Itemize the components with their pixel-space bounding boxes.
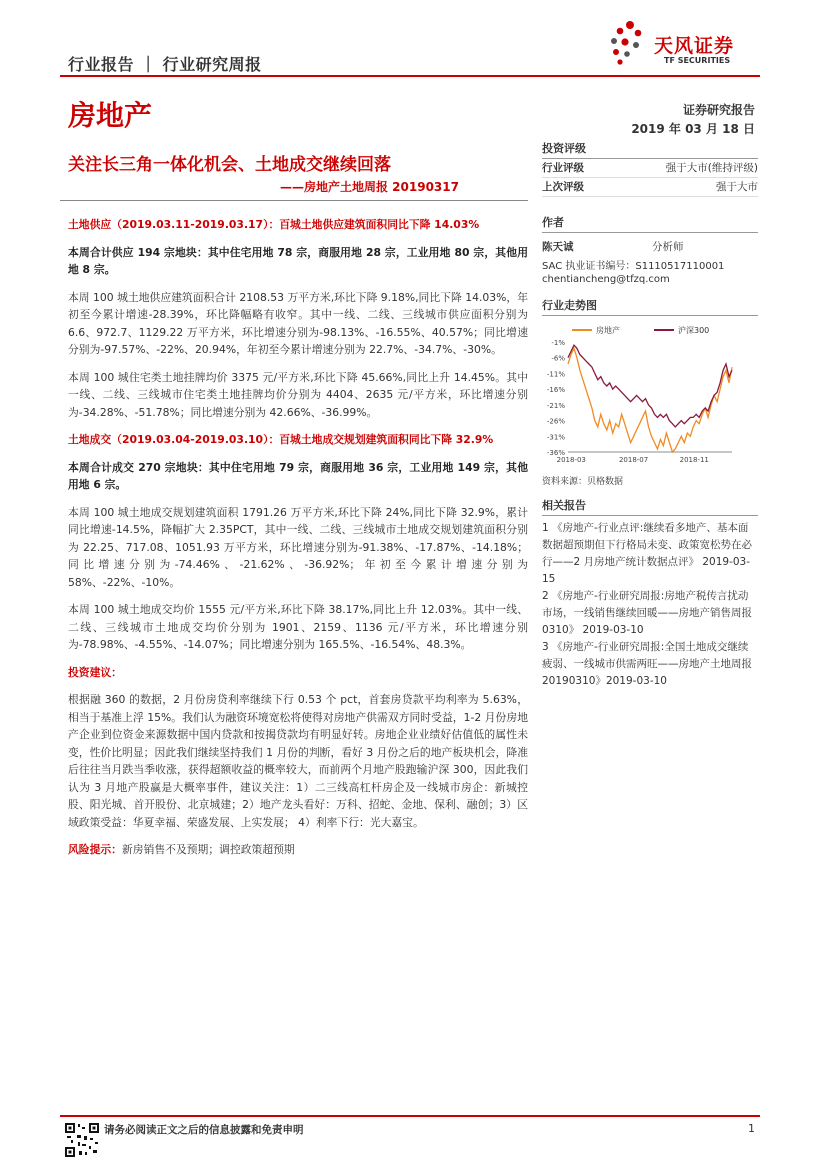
y-tick-label: -21% [546,401,565,410]
y-tick-label: -31% [546,433,565,442]
related-report-item[interactable]: 2 《房地产-行业研究周报:房地产税传言扰动市场，一线销售继续回暖——房地产销售周报 0310》 2019-03-10 [542,590,752,636]
rating-row-previous [542,178,758,197]
author-email[interactable]: chentiancheng@tfzq.com [542,274,670,285]
logo-text-en: TF SECURITIES [664,56,731,65]
transaction-price-paragraph: 本周 100 城土地成交均价 1555 元/平方米,环比下降 38.17%,同比上升 12.03%。其中一线、二线、三线城市土地成交均价分别为 1901、2159、1136 元/平方米，环比增速分别为-78.98%、-4.55%、-14.07%；同比增速分别为 165.5%、-16.54%、48.3%。 [68,603,528,651]
risk-paragraph [68,841,528,859]
report-type: 证券研究报告 [682,103,755,117]
related-panel [542,497,758,690]
y-tick-label: -26% [546,417,565,426]
related-heading: 相关报告 [542,497,758,516]
legend-label: 房地产 [596,326,620,335]
legend-label: 沪深300 [678,326,710,335]
report-category: 行业报告 ｜ 行业研究周报 [68,55,262,74]
supply-summary: 本周合计供应 194 宗地块：其中住宅用地 78 宗，商服用地 28 宗，工业用地 80 宗，其他用地 8 宗。 [68,245,528,276]
disclaimer-text: 请务必阅读正文之后的信息披露和免责申明 [104,1124,304,1136]
y-tick-label: -16% [546,386,565,395]
author-cert: SAC 执业证书编号：S1110517110001 [542,261,725,272]
risk-text: 新房销售不及预期；调控政策超预期 [121,843,295,856]
rating-panel [542,140,758,197]
footer-divider [60,1115,760,1117]
author-panel [542,214,758,285]
series-line-1 [568,348,732,452]
supply-price-paragraph: 本周 100 城住宅类土地挂牌均价 3375 元/平方米,环比下降 45.66%,同比上升 14.45%。其中一线、二线、三线城市住宅类土地挂牌均价分别为 4404、2635 元/平方米，环比增速分别为-34.28%、-51.78%；同比增速分别为 42.66%、-36.99%。 [68,370,528,419]
transaction-summary: 本周合计成交 270 宗地块：其中住宅用地 79 宗，商服用地 36 宗，工业用地 149 宗，其他用地 6 宗。 [68,460,528,491]
supply-area-paragraph: 本周 100 城土地供应建筑面积合计 2108.53 万平方米,环比下降 9.18%,同比下降 14.03%，年初至今累计增速-28.39%，环比降幅略有收窄。其中一线、二线、三线城市供应面积分别为 6.6、972.7、1129.22 万平方米，环比增速分别为-98.13%、-16.55%、40.57%；同比增速分别为-97.57%、-22%、20.94%，年初至今累计增速分别为 22.7%、-34.7%、-30%。 [68,290,528,356]
rating-value: 强于大市 [716,181,758,193]
trend-chart [542,320,758,470]
y-tick-label: -36% [546,449,565,457]
chart-source: 资料来源：贝格数据 [542,477,624,487]
related-report-item[interactable]: 3 《房地产-行业研究周报:全国土地成交继续疲弱、一线城市供需两旺——房地产土地周报 20190310》2019-03-10 [542,641,752,687]
x-tick-label: 2018-03 [556,456,586,464]
section-land-supply: 土地供应（2019.03.11-2019.03.17）：百城土地供应建筑面积同比下降 14.03% [68,218,480,231]
rating-key: 行业评级 [542,162,584,174]
section-land-transaction: 土地成交（2019.03.04-2019.03.10）：百城土地成交规划建筑面积同比下降 32.9% [68,433,494,446]
author-name: 陈天诚 [542,241,574,253]
main-body [68,216,528,869]
rating-value: 强于大市(维持评级) [665,162,758,174]
investment-advice-paragraph: 根据融 360 的数据，2 月份房贷利率继续下行 0.53 个 pct，首套房贷款平均利率为 5.63%，相当于基准上浮 15%。我们认为融资环境宽松将使得对房地产供需双方同时受益，1-2 月份房地产企业到位资金来源数据中国内贷款和按揭贷款均有明显好转。房地企业业绩好估值低的属性未变，性价比明显；因此我们继续坚持我们 1 月份的判断，看好 3 月份之后的地产板块机会，降准后往往当月跌当季收涨，获得超额收益的概率较大，而前两个月地产股跑输沪深 300，因此我们认为 3 月地产股赢是大概率事件，建议关注：1）二三线高杠杆房企及一线城市房企：新城控股、阳光城、首开股份、北京城建；2）地产龙头看好：万科、招蛇、金地、保利、融创；3）区域政策受益：华夏幸福、荣盛发展、上实发展； 4）利率下行：光大嘉宝。 [68,693,528,829]
title-divider [60,200,528,201]
author-role: 分析师 [652,241,684,253]
qr-code-icon [64,1122,100,1158]
rating-row-industry [542,159,758,178]
related-report-item[interactable]: 1 《房地产-行业点评:继续看多地产、基本面数据超预期但下行格局未变、政策宽松势在必行——2 月房地产统计数据点评》 2019-03-15 [542,522,752,585]
rating-key: 上次评级 [542,181,584,193]
section-investment-advice: 投资建议： [68,665,122,679]
y-tick-label: -6% [551,354,565,363]
report-series: ——房地产土地周报 20190317 [280,180,459,194]
y-tick-label: -11% [546,370,565,379]
rating-heading: 投资评级 [542,140,758,159]
logo-text: 天风证券 [654,35,735,57]
header-divider [60,75,760,77]
industry-title: 房地产 [68,99,153,132]
page-number: 1 [748,1122,755,1135]
risk-label: 风险提示： [68,843,122,856]
tf-logo-icon [608,20,652,68]
x-tick-label: 2018-07 [618,456,649,464]
y-tick-label: -1% [551,339,565,347]
x-tick-label: 2018-11 [679,456,709,464]
trend-panel [542,297,758,487]
trend-heading: 行业走势图 [542,297,758,316]
author-heading: 作者 [542,214,758,233]
transaction-area-paragraph: 本周 100 城土地成交规划建筑面积 1791.26 万平方米,环比下降 24%,同比下降 32.9%，累计同比增速-14.5%，降幅扩大 2.35PCT，其中一线、二线、三线城市土地成交规划建筑面积分别为 22.25、717.08、1051.93 万平方米，环比增速分别为-91.38%、-17.87%、-14.18%；同比增速分别为-74.46%、-21.62%、-36.92%；年初至今累计增速分别为 58%、-22%、-10%。 [68,505,528,589]
report-title: 关注长三角一体化机会、土地成交继续回落 [68,155,391,175]
report-date: 2019 年 03 月 18 日 [631,122,755,136]
